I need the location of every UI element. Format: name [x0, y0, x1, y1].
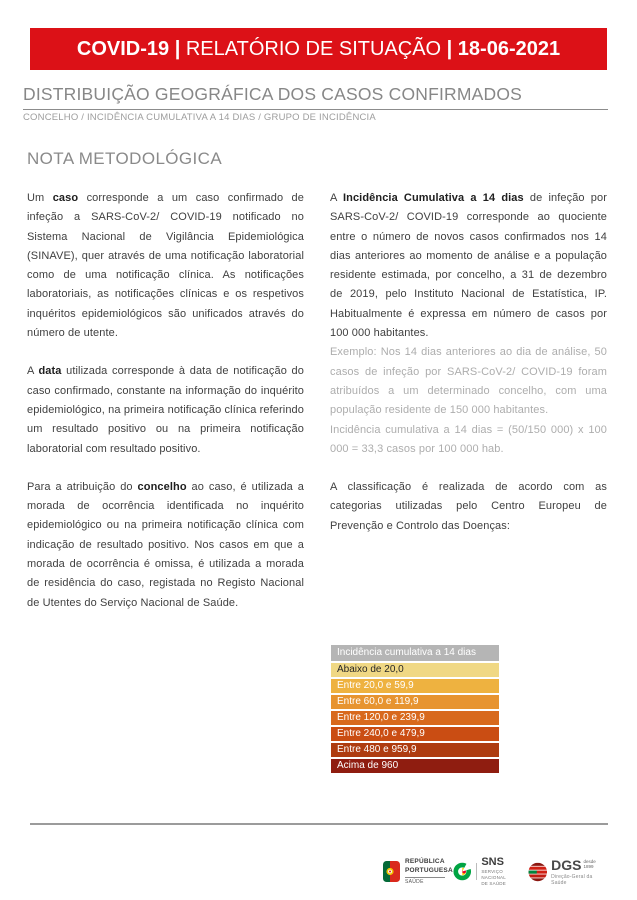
dgs-subtitle: Direção-Geral da Saúde: [551, 873, 593, 886]
legend-row-label: Entre 120,0 e 239,9: [337, 712, 425, 723]
legend-row-below-20: [331, 663, 499, 677]
paragraph-incidencia: [330, 189, 607, 343]
paragraph-caso: [27, 189, 304, 343]
legend-row-above-960: [331, 759, 499, 773]
republica-portuguesa-logo: [383, 858, 453, 885]
legend-row-120-239: [331, 711, 499, 725]
dgs-name: DGS: [551, 856, 582, 873]
legend-row-240-479: [331, 727, 499, 741]
republica-department: SAÚDE: [405, 877, 445, 885]
section-heading-nota-metodologica: NOTA METODOLÓGICA: [27, 149, 223, 168]
sns-divider: [476, 863, 477, 880]
sns-subtitle-line2: DE SAÚDE: [481, 880, 506, 886]
dgs-since: [584, 859, 596, 870]
text-run: utilizada corresponde à data de notificação do caso confirmado, constante na informação do inquérito epidemiológico, na primeira notificação clínica referindo um resultado positivo ou na primeira notificação laboratorial com resultado positivo.: [27, 365, 304, 455]
banner-report-name: RELATÓRIO DE SITUAÇÃO: [185, 37, 442, 60]
dgs-text: [551, 858, 608, 886]
paragraph-classificacao: A classificação é realizada de acordo com as categorias utilizadas pelo Centro Europeu de Prevenção e Controlo das Doenças:: [330, 481, 607, 532]
legend-row-480-959: [331, 743, 499, 757]
text-run: A: [330, 192, 343, 204]
legend-row-label: Entre 60,0 e 119,9: [337, 696, 419, 707]
legend-row-label: Entre 480 e 959,9: [337, 744, 417, 755]
dgs-globe-icon: [528, 862, 548, 882]
republica-line2: PORTUGUESA: [405, 866, 453, 874]
legend-row-label: Entre 240,0 e 479,9: [337, 728, 425, 739]
banner-date: | 18-06-2021: [441, 37, 561, 60]
page-title: DISTRIBUIÇÃO GEOGRÁFICA DOS CASOS CONFIRMADOS: [23, 84, 608, 110]
legend-header: [331, 645, 499, 661]
footer-divider: [30, 823, 608, 825]
legend-row-label: Abaixo de 20,0: [337, 664, 404, 675]
portugal-flag-icon: [383, 861, 400, 882]
legend-row-label: Entre 20,0 e 59,9: [337, 680, 414, 691]
text-run: Um: [27, 192, 53, 204]
dgs-since-line2: 1899: [583, 864, 594, 870]
paragraph-concelho: [27, 478, 304, 613]
example-formula: Incidência cumulativa a 14 dias = (50/150 000) x 100 000 = 33,3 casos por 100 000 hab.: [330, 423, 607, 455]
bold-term-caso: caso: [52, 192, 79, 204]
paragraph-data: [27, 362, 304, 458]
legend-header-label: Incidência cumulativa a 14 dias: [337, 647, 476, 658]
text-run: de infeção por SARS-CoV-2/ COVID-19 corresponde ao quociente entre o número de novos casos confirmados nos 14 dias anteriores ao momento de análise e a população residente estimada, por concelho, a 31 de dezembro de 2019, pelo Instituto Nacional de Estatística, IP. Habitualmente é expressa em número de casos por 100 000 habitantes.: [330, 192, 607, 340]
dgs-logo: [528, 858, 608, 886]
sns-circle-icon: [453, 862, 471, 881]
text-run: Para a atribuição do: [27, 480, 138, 493]
sns-text: [481, 857, 527, 887]
report-banner: [30, 28, 607, 70]
republica-portuguesa-text: [405, 858, 453, 885]
text-run: corresponde a um caso confirmado de infeção a SARS-CoV-2/ COVID-19 notificado no Sistema Nacional de Vigilância Epidemiológica (SINAVE), quer através de uma notificação laboratorial como de uma notificação clínica. As notificações laboratoriais, as notificações clínicas e os respetivos inquéritos epidemiológicos são unificados através do número de utente.: [27, 192, 304, 340]
banner-app-title: COVID-19 |: [76, 37, 186, 60]
footer-logos: [383, 857, 608, 887]
page-subtitle: CONCELHO / INCIDÊNCIA CUMULATIVA A 14 DIAS / GRUPO DE INCIDÊNCIA: [23, 112, 376, 123]
dgs-since-line1: desde: [583, 858, 596, 864]
legend-row-60-119: [331, 695, 499, 709]
right-column: [330, 189, 607, 613]
republica-line1: REPÚBLICA: [405, 858, 445, 866]
legend-row-20-59: [331, 679, 499, 693]
left-column: [27, 189, 304, 613]
sns-name: SNS: [481, 856, 504, 868]
incidence-legend: [331, 645, 499, 773]
legend-row-label: Acima de 960: [337, 760, 399, 771]
bold-term-data: data: [38, 365, 62, 378]
sns-logo: [453, 857, 528, 887]
body-columns: [27, 189, 607, 613]
text-run: A: [27, 365, 39, 378]
example-paragraph: Exemplo: Nos 14 dias anteriores ao dia de análise, 50 casos de infeção por SARS-CoV-2/ COVID-19 foram atribuídos a um determinado concelho, com uma população residente de 150 000 habitantes.: [330, 346, 607, 417]
bold-term-incidencia: Incidência Cumulativa a 14 dias: [342, 192, 524, 204]
sns-subtitle-line1: SERVIÇO NACIONAL: [481, 869, 506, 880]
bold-term-concelho: concelho: [137, 480, 187, 493]
text-run: ao caso, é utilizada a morada de ocorrência identificada no inquérito epidemiológico ou na primeira notificação clínica com indicação de resultado positivo. Nos casos em que a morada de ocorrência é omissa, é utilizada a morada de residência do caso, registada no Registo Nacional de Utentes do Serviço Nacional de Saúde.: [27, 480, 305, 609]
